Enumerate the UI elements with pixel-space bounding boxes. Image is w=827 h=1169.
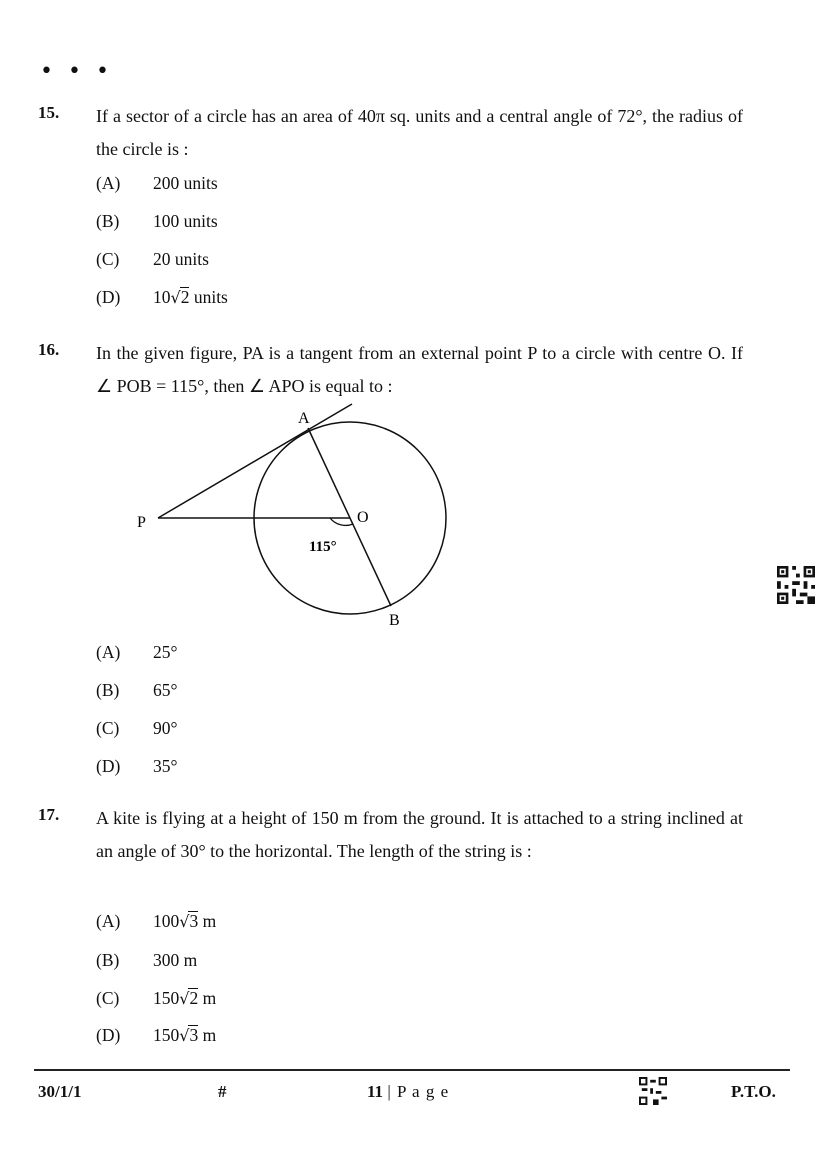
label-o: O <box>357 509 369 526</box>
option-label: (A) <box>96 911 121 931</box>
footer-qr-code-icon <box>638 1077 668 1105</box>
option-c: (C) 150√2 m <box>96 988 217 1008</box>
option-d: (D) 10√2 units <box>96 287 228 307</box>
option-label: (D) <box>96 1025 121 1045</box>
option-unit: units <box>193 287 228 307</box>
option-coefficient: 150 <box>153 988 180 1008</box>
label-a: A <box>298 410 310 427</box>
option-label: (C) <box>96 988 120 1008</box>
question-number: 15. <box>38 103 60 122</box>
option-radicand: 3 <box>189 911 199 931</box>
option-value: 35° <box>153 756 178 776</box>
question-text: In the given figure, PA is a tangent from an external point P to a circle with centre O. If ∠ POB = 115°, then ∠ APO is equal to : <box>96 343 743 396</box>
option-label: (D) <box>96 756 121 776</box>
option-unit: m <box>202 988 217 1008</box>
option-label: (B) <box>96 211 120 231</box>
page-number: 11 <box>367 1082 384 1101</box>
option-radicand: 2 <box>189 988 199 1008</box>
option-unit: m <box>202 1025 217 1045</box>
question-17 <box>38 802 743 1045</box>
option-value: 65° <box>153 680 178 700</box>
option-label: (C) <box>96 249 120 269</box>
option-coefficient: 150 <box>153 1025 180 1045</box>
option-value: 100 units <box>153 211 218 231</box>
option-coefficient: 100 <box>153 911 180 931</box>
angle-arc <box>330 518 353 525</box>
qr-code-icon <box>776 566 816 604</box>
header-dots: • • • <box>40 59 113 84</box>
label-angle: 115° <box>309 539 337 555</box>
option-value: 90° <box>153 718 178 738</box>
option-radicand: 3 <box>189 1025 199 1045</box>
diameter-ab <box>308 428 391 606</box>
label-p: P <box>137 514 146 531</box>
question-number: 16. <box>38 340 60 359</box>
option-value: 200 units <box>153 173 218 193</box>
option-label: (B) <box>96 680 120 700</box>
option-value: 20 units <box>153 249 209 269</box>
page-word: | P a g e <box>387 1082 450 1101</box>
option-value: 25° <box>153 642 178 662</box>
option-label: (A) <box>96 642 121 662</box>
option-label: (D) <box>96 287 121 307</box>
question-text: If a sector of a circle has an area of 40π sq. units and a central angle of 72°, the radius of the circle is : <box>96 106 743 159</box>
label-b: B <box>389 612 400 629</box>
option-coefficient: 10 <box>153 287 171 307</box>
option-value: 300 m <box>153 950 198 970</box>
question-number: 17. <box>38 805 60 824</box>
option-unit: m <box>202 911 217 931</box>
footer-hash: # <box>218 1082 227 1101</box>
option-b <box>96 950 197 971</box>
paper-code: 30/1/1 <box>38 1082 82 1101</box>
option-a: (A) 100√3 m <box>96 911 217 931</box>
option-label: (C) <box>96 718 120 738</box>
option-radicand: 2 <box>180 287 190 307</box>
footer-divider <box>34 1069 790 1071</box>
pto-label: P.T.O. <box>731 1082 776 1101</box>
option-d: (D) 150√3 m <box>96 1025 217 1045</box>
option-label: (B) <box>96 950 120 970</box>
page-indicator <box>367 1082 449 1102</box>
question-text: A kite is flying at a height of 150 m from the ground. It is attached to a string inclined at an angle of 30° to the horizontal. The length of the string is : <box>96 808 743 861</box>
option-label: (A) <box>96 173 121 193</box>
